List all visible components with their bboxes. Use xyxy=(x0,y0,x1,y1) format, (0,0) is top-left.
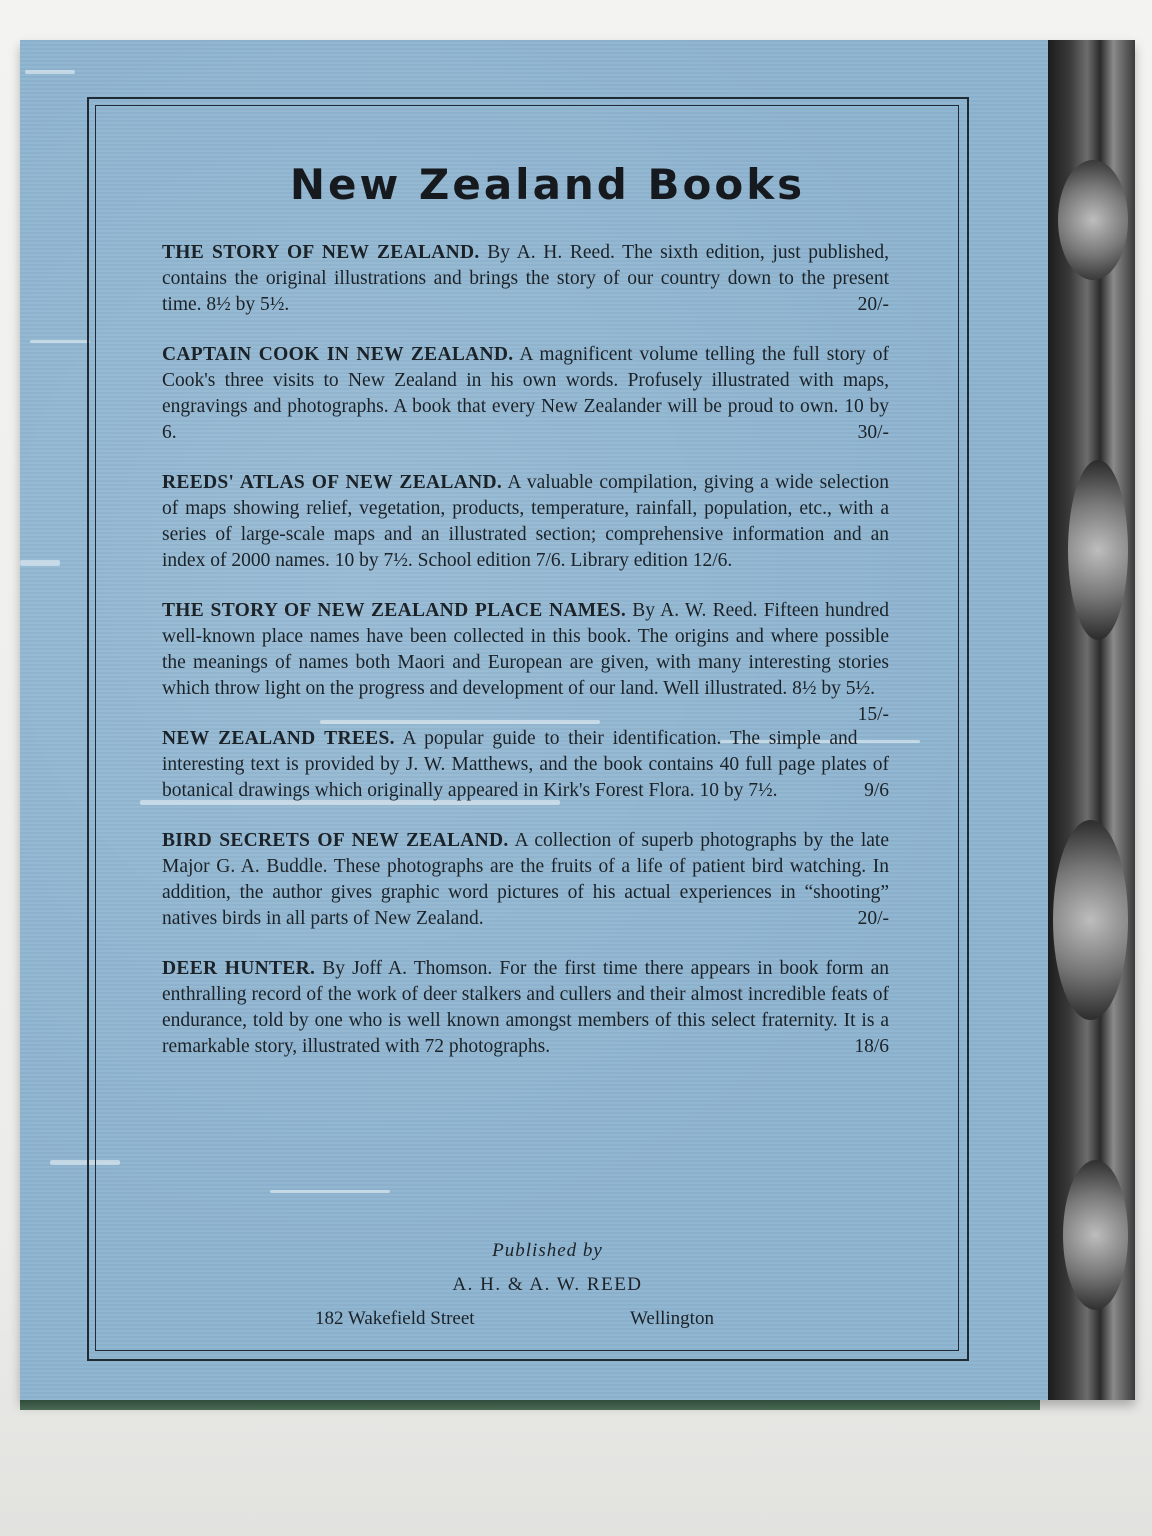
book-title: CAPTAIN COOK IN NEW ZEALAND. xyxy=(162,344,514,365)
book-entry xyxy=(162,828,889,932)
book-title: REEDS' ATLAS OF NEW ZEALAND. xyxy=(162,472,503,493)
book-entry xyxy=(162,726,889,804)
publisher-address xyxy=(20,1308,1075,1334)
book-price: 20/- xyxy=(857,294,889,315)
book-title: NEW ZEALAND TREES. xyxy=(162,728,395,749)
wear-mark xyxy=(20,560,60,566)
book-entry xyxy=(162,598,890,725)
wear-mark xyxy=(30,340,90,343)
book-description: A valuable compilation, giving a wide selection of maps showing relief, vegetation, products, temperature, rainfall, population, etc., with a series of large-scale maps and an illustrated section; comprehensive information and an index of 2000 names. 10 by 7½. School edition 7/6. Library edition 12/6. xyxy=(162,472,889,571)
book-entry xyxy=(162,240,889,318)
book-description: By A. H. Reed. The sixth edition, just published, contains the original illustrations and brings the story of our country down to the present time. 8½ by 5½. xyxy=(162,242,889,315)
book-description: A collection of superb photographs by the late Major G. A. Buddle. These photographs are the fruits of a life of patient bird watching. In addition, the author gives graphic word pictures of his actual experiences in “shooting” natives birds in all parts of New Zealand. xyxy=(162,830,889,929)
book-price: 20/- xyxy=(857,908,889,929)
spine-photo-detail xyxy=(1053,820,1128,1020)
book-price: 30/- xyxy=(857,422,889,443)
book-description: By A. W. Reed. Fifteen hundred well-known place names have been collected in this book. The origins and where possible the meanings of names both Maori and European are given, with many interesting stories which throw light on the progress and development of our land. Well illustrated. 8½ by 5½. xyxy=(162,600,890,699)
wear-mark xyxy=(25,70,75,74)
book-title: DEER HUNTER. xyxy=(162,958,316,979)
publisher-city: Wellington xyxy=(630,1308,714,1329)
book-description: A popular guide to their identification. The simple and interesting text is provided by J. W. Matthews, and the book contains 40 full page plates of botanical drawings which originally appeared in Kirk's Forest Flora. 10 by 7½. xyxy=(162,728,889,801)
book-title: THE STORY OF NEW ZEALAND. xyxy=(162,242,480,263)
book-entry xyxy=(162,342,889,446)
publisher-street: 182 Wakefield Street xyxy=(315,1308,475,1329)
book-spine xyxy=(1048,40,1135,1400)
book-description: By Joff A. Thomson. For the first time there appears in book form an enthralling record of the work of deer stalkers and cullers and their almost incredible feats of endurance, told by one who is well known amongst members of this select fraternity. It is a remarkable story, illustrated with 72 photographs. xyxy=(162,958,889,1057)
book-title: THE STORY OF NEW ZEALAND PLACE NAMES. xyxy=(162,600,627,621)
publisher-name: A. H. & A. W. REED xyxy=(452,1274,643,1295)
book-description: A magnificent volume telling the full story of Cook's three visits to New Zealand in his own words. Profusely illustrated with maps, engravings and photographs. A book that every New Zealander will be proud to own. 10 by 6. xyxy=(162,344,889,443)
book-board-edge xyxy=(20,1400,1040,1410)
book-list xyxy=(162,240,889,1084)
book-price: 15/- xyxy=(857,704,889,725)
book-price: 9/6 xyxy=(864,780,889,801)
spine-photo-detail xyxy=(1068,460,1128,640)
book-price: 18/6 xyxy=(854,1036,889,1057)
page-title: New Zealand Books xyxy=(289,160,806,209)
publisher-block xyxy=(20,1240,1075,1334)
book-title: BIRD SECRETS OF NEW ZEALAND. xyxy=(162,830,509,851)
book-entry xyxy=(162,956,889,1060)
published-by-label: Published by xyxy=(492,1240,603,1261)
book-jacket-back-cover xyxy=(20,40,1135,1400)
book-entry xyxy=(162,470,889,574)
